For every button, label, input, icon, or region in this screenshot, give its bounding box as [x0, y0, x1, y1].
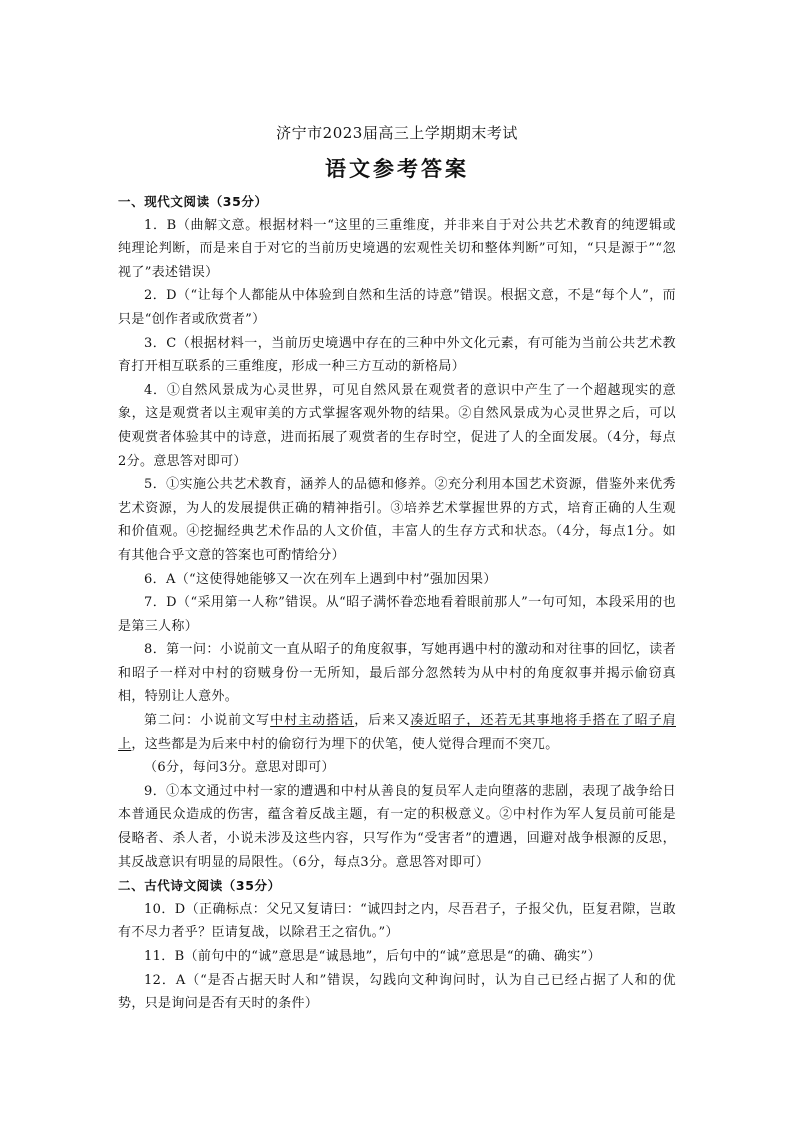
- answer-q11: 11．B（前句中的“诚”意思是“诚恳地”，后句中的“诚”意思是“的确、确实”）: [144, 949, 601, 964]
- answer-q2: 2．D（“让每个人都能从中体验到自然和生活的诗意”错误。根据文意，不是“每个人”，而只是“创作者或欣赏者”）: [118, 288, 676, 327]
- q8-part2-text: ，后来又: [354, 713, 411, 729]
- section-heading-modern-reading: 一、现代文阅读（35分）: [118, 194, 268, 209]
- q8-underline-2: 凑近昭子，还若无其事地将手搭在了昭子肩上: [118, 713, 676, 752]
- q8-part2-text: ，这些都是为后来中村的偷窃行为埋下的伏笔，使人觉得合理而不突兀。: [131, 736, 559, 752]
- answer-q8-score: （6分，每问3分。意思对即可）: [144, 760, 335, 776]
- answer-q1: 1．B（曲解文意。根据材料一“这里的三重维度，并非来自于对公共艺术教育的纯逻辑或纯理论判断，而是来自于对它的当前历史境遇的宏观性关切和整体判断”可知，“只是源于”“忽视了”表述错误）: [118, 217, 676, 280]
- q8-part2-text: 第二问：小说前文写: [144, 713, 271, 729]
- answer-q12: 12．A（“是否占据天时人和”错误，勾践向文种询问时，认为自己已经占据了人和的优势，只是询问是否有天时的条件）: [118, 972, 676, 1012]
- q8-underline-1: 中村主动搭话: [270, 713, 355, 729]
- document-title: 济宁市2023届高三上学期期末考试: [276, 124, 518, 142]
- answer-content: [118, 190, 676, 1016]
- answer-q8-part2: [118, 709, 676, 756]
- document-subtitle: 语文参考答案: [325, 157, 469, 181]
- answer-q3: 3．C（根据材料一，当前历史境遇中存在的三种中外文化元素，有可能为当前公共艺术教育打开相互联系的三重维度，形成一种三方互动的新格局）: [118, 335, 676, 375]
- answer-q4: 4．①自然风景成为心灵世界，可见自然风景在观赏者的意识中产生了一个超越现实的意象，这是观赏者以主观审美的方式掌握客观外物的结果。②自然风景成为心灵世界之后，可以使观赏者体验其中的诗意，进而拓展了观赏者的生存时空，促进了人的全面发展。（4分，每点2分。意思答对即可）: [118, 382, 676, 469]
- section-heading-classical-reading: 二、古代诗文阅读（35分）: [118, 878, 281, 894]
- answer-q5: 5．①实施公共艺术教育，涵养人的品德和修养。②充分利用本国艺术资源，借鉴外来优秀艺术资源，为人的发展提供正确的精神指引。③培养艺术掌握世界的方式，培育正确的人生观和价值观。④挖掘经典艺术作品的人文价值，丰富人的生存方式和状态。（4分，每点1分。如有其他合乎文意的答案也可酌情给分）: [118, 477, 676, 563]
- answer-q7: 7．D（“采用第一人称”错误。从“昭子满怀眷恋地看着眼前那人”一句可知，本段采用的也是第三人称）: [118, 595, 676, 634]
- answer-q9: 9．①本文通过中村一家的遭遇和中村从善良的复员军人走向堕落的悲剧，表现了战争给日本普通民众造成的伤害，蕴含着反战主题，有一定的积极意义。②中村作为军人复员前可能是侵略者、杀人者，小说未涉及这些内容，只写作为“受害者”的遭遇，回避对战争根源的反思，其反战意识有明显的局限性。（6分，每点3分。意思答对即可）: [118, 783, 676, 870]
- answer-q8-part1: 8．第一问：小说前文一直从昭子的角度叙事，写她再遇中村的激动和对往事的回忆，读者和昭子一样对中村的窃贼身份一无所知，最后部分忽然转为从中村的角度叙事并揭示偷窃真相，特别让人意外。: [118, 642, 676, 705]
- answer-q6: 6．A（“这使得她能够又一次在列车上遇到中村”强加因果）: [144, 571, 497, 587]
- answer-q10: 10．D（正确标点：父兄又复请曰：“诚四封之内，尽吾君子，子报父仇，臣复君隙，岂敢有不尽力者乎？臣请复战，以除君王之宿仇。”）: [118, 901, 676, 941]
